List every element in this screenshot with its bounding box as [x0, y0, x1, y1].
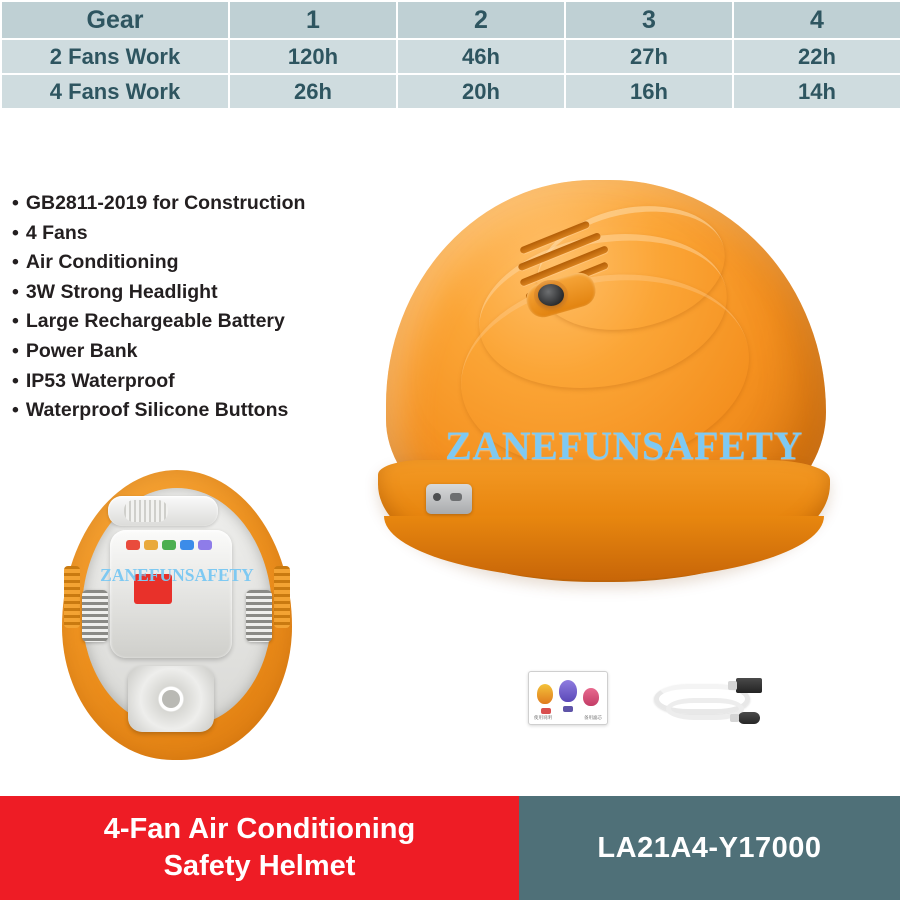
list-item: • 4 Fans — [12, 219, 352, 249]
air-grill-left-icon — [82, 590, 108, 642]
product-title — [0, 796, 519, 900]
usb-c-connector-icon — [738, 712, 760, 724]
table-header-gear-4: 4 — [733, 1, 900, 39]
row-label-4-fans: 4 Fans Work — [1, 74, 229, 109]
fan-top-icon — [124, 500, 168, 522]
feature-list — [12, 189, 352, 426]
list-item: • IP53 Waterproof — [12, 367, 352, 397]
watermark-interior: ZANEFUNSAFETY — [100, 565, 254, 585]
indicator-light-icon — [144, 540, 158, 550]
footer-banner — [0, 796, 900, 900]
row-label-2-fans: 2 Fans Work — [1, 39, 229, 74]
usb-cable-image — [636, 672, 766, 728]
helmet-main-image — [378, 160, 838, 600]
control-button-icon — [433, 493, 441, 501]
cell-2fans-gear4: 22h — [733, 39, 900, 74]
indicator-light-icon — [162, 540, 176, 550]
list-item: • 3W Strong Headlight — [12, 278, 352, 308]
fan-bottom-icon — [128, 666, 214, 732]
product-title-line1: 4-Fan Air Conditioning — [103, 813, 416, 845]
filter-blob-icon — [583, 688, 599, 706]
indicator-light-icon — [126, 540, 140, 550]
filter-cap-icon — [541, 708, 551, 714]
table-header-row — [1, 1, 900, 39]
control-port-icon — [450, 493, 462, 501]
cell-4fans-gear4: 14h — [733, 74, 900, 109]
helmet-interior-image — [62, 470, 292, 760]
air-grill-right-icon — [246, 590, 272, 642]
table-header-gear-1: 1 — [229, 1, 397, 39]
cell-4fans-gear1: 26h — [229, 74, 397, 109]
table-header-gear: Gear — [1, 1, 229, 39]
table-row — [1, 74, 900, 109]
list-item: • Air Conditioning — [12, 248, 352, 278]
filter-blob-icon — [559, 680, 577, 702]
list-item: • Large Rechargeable Battery — [12, 307, 352, 337]
table-row — [1, 39, 900, 74]
indicator-light-icon — [198, 540, 212, 550]
fan-intake-icon — [538, 284, 564, 306]
battery-life-table — [0, 0, 900, 110]
list-item: • GB2811-2019 for Construction — [12, 189, 352, 219]
cell-4fans-gear2: 20h — [397, 74, 565, 109]
list-item: • Waterproof Silicone Buttons — [12, 396, 352, 426]
table-header-gear-3: 3 — [565, 1, 733, 39]
list-item: • Power Bank — [12, 337, 352, 367]
accessory-card-left-text: 使用说明 — [534, 715, 552, 720]
cell-2fans-gear1: 120h — [229, 39, 397, 74]
filter-blob-icon — [537, 684, 553, 704]
watermark-main: ZANEFUNSAFETY — [445, 423, 803, 468]
helmet-side-control — [426, 484, 472, 514]
cell-2fans-gear2: 46h — [397, 39, 565, 74]
table-header-gear-2: 2 — [397, 1, 565, 39]
cell-2fans-gear3: 27h — [565, 39, 733, 74]
cell-4fans-gear3: 16h — [565, 74, 733, 109]
helmet-brim-edge — [384, 516, 824, 580]
accessory-filter-card — [528, 671, 608, 725]
indicator-light-icon — [180, 540, 194, 550]
usb-a-connector-icon — [736, 678, 762, 693]
product-model: LA21A4-Y17000 — [519, 796, 900, 900]
interior-indicator-lights — [126, 540, 212, 552]
filter-cap-icon — [563, 706, 573, 712]
product-title-line2: Safety Helmet — [163, 850, 356, 882]
accessory-card-right-text: 备用滤芯 — [584, 715, 602, 720]
